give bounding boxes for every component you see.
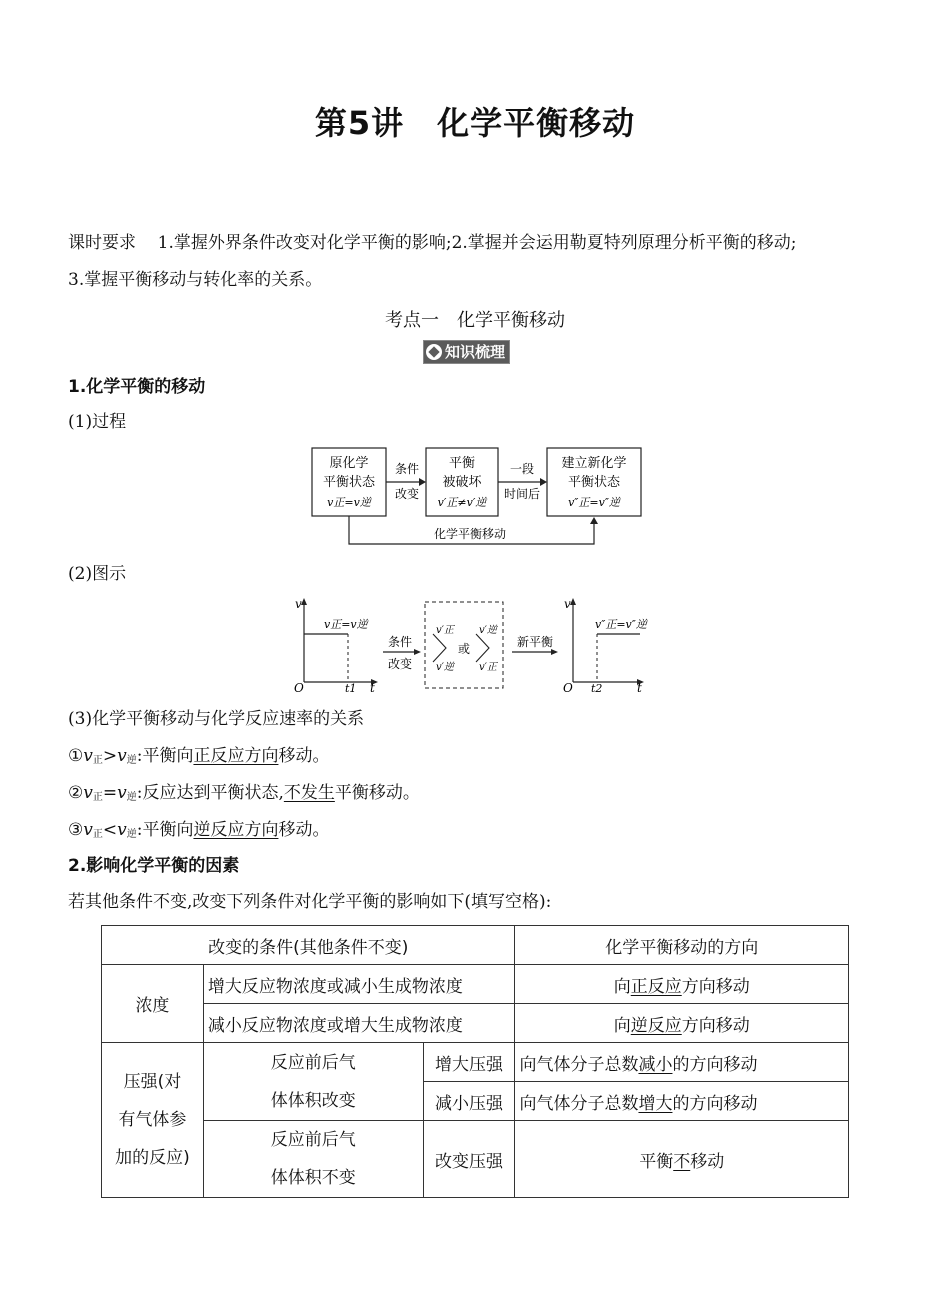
diamond-icon (426, 344, 442, 360)
requirements-line1 (68, 232, 797, 254)
ans-post: 的方向移动 (672, 1093, 758, 1114)
table-intro: 若其他条件不变,改变下列条件对化学平衡的影响如下(填写空格): (68, 892, 552, 912)
volume-same-line2: 体体积不变 (270, 1168, 356, 1188)
relation-3-pre: :平衡向 (136, 820, 194, 840)
sub-heading-process: (1)过程 (68, 412, 127, 432)
header-condition: 改变的条件(其他条件不变) (102, 926, 515, 965)
cell-conc-r2: 减小反应物浓度或增大生成物浓度 (203, 1004, 515, 1043)
cell-increase-pressure: 增大压强 (423, 1043, 515, 1082)
mid-a-top: v′正 (436, 625, 454, 636)
relation-1-pre: :平衡向 (136, 746, 194, 766)
mid-a-bottom: v′逆 (436, 662, 454, 673)
header-direction: 化学平衡移动的方向 (515, 926, 849, 965)
requirements-label: 课时要求 (68, 233, 136, 253)
flow-box2-line1: 平衡 (448, 456, 476, 471)
ans-pre: 平衡 (639, 1151, 674, 1172)
flow-box2-line2: 被破坏 (442, 475, 482, 490)
flow-arrow1-line1: 条件 (394, 462, 420, 476)
flow-box2-line3: v′正≠v′逆 (437, 496, 487, 509)
relation-1-post: 移动。 (278, 746, 330, 766)
relation-3-num: ③ (68, 820, 84, 840)
sub-zheng: 正 (92, 829, 103, 840)
left-axis-v: v (295, 597, 302, 611)
relation-1-answer: 正反应方向 (193, 746, 279, 766)
left-equal-label: v正=v逆 (324, 618, 368, 631)
ans-blank: 正反应 (630, 976, 682, 997)
process-flow-diagram (305, 440, 650, 550)
volume-change-line1: 反应前后气 (270, 1052, 356, 1073)
flow-bottom-arrow-head (590, 517, 598, 524)
flow-arrow2-line1: 一段 (509, 462, 535, 476)
relation-2-pre: :反应达到平衡状态, (136, 783, 284, 803)
graph-arrow2-label: 新平衡 (516, 635, 554, 649)
table-row (102, 926, 849, 965)
table-row (102, 1004, 849, 1043)
ans-post: 方向移动 (681, 976, 750, 997)
relation-3-cmp: < (102, 820, 118, 840)
cell-decrease-pressure: 减小压强 (423, 1082, 515, 1121)
relation-2-post: 平衡移动。 (334, 783, 420, 803)
sub-ni: 逆 (126, 792, 137, 803)
v-symbol: v (117, 783, 127, 803)
badge-label: 知识梳理 (445, 343, 506, 361)
left-origin: O (294, 681, 304, 694)
cell-volume-change (203, 1043, 423, 1121)
heading-2: 2.影响化学平衡的因素 (68, 856, 240, 876)
right-equal-label: v″正=v″逆 (595, 618, 647, 631)
cell-concentration: 浓度 (102, 965, 204, 1043)
pressure-line2: 有气体参 (118, 1110, 187, 1130)
requirements-text1: 1.掌握外界条件改变对化学平衡的影响;2.掌握并会运用勒夏特列原理分析平衡的移动; (157, 233, 797, 253)
mid-or: 或 (458, 642, 471, 656)
requirements-line2: 3.掌握平衡移动与转化率的关系。 (68, 270, 323, 290)
ans-blank: 不 (673, 1151, 691, 1172)
sub-ni: 逆 (126, 829, 137, 840)
cell-volume-same (203, 1121, 423, 1198)
ans-pre: 向 (613, 976, 631, 997)
flow-box3-line2: 平衡状态 (567, 475, 621, 490)
relation-3-post: 移动。 (278, 820, 330, 840)
volume-change-line2: 体体积改变 (270, 1090, 356, 1111)
volume-same-line1: 反应前后气 (270, 1130, 356, 1150)
table-row (102, 965, 849, 1004)
cell-change-pressure-answer (515, 1121, 849, 1198)
ans-pre: 向气体分子总数 (519, 1054, 639, 1075)
cell-change-pressure: 改变压强 (423, 1121, 515, 1198)
ans-pre: 向气体分子总数 (519, 1093, 639, 1114)
flow-arrow1-line2: 改变 (394, 487, 420, 501)
ans-post: 方向移动 (681, 1015, 750, 1036)
cell-conc-r1-answer (515, 965, 849, 1004)
relation-2-num: ② (68, 783, 84, 803)
cell-decrease-pressure-answer (515, 1082, 849, 1121)
ans-post: 的方向移动 (672, 1054, 758, 1075)
graph-arrow1-line2: 改变 (387, 657, 413, 671)
flow-arrow1-head (419, 478, 426, 486)
flow-box1-line2: 平衡状态 (322, 475, 376, 490)
left-axis-t: t (370, 681, 375, 694)
relation-2-cmp: = (102, 783, 118, 803)
sub-zheng: 正 (92, 755, 103, 766)
right-origin: O (563, 681, 573, 694)
relation-1-cmp: > (102, 746, 118, 766)
relation-3-answer: 逆反应方向 (193, 820, 279, 840)
knowledge-badge (423, 340, 510, 364)
v-symbol: v (83, 820, 93, 840)
sub-ni: 逆 (126, 755, 137, 766)
page-title: 第5讲 化学平衡移动 (314, 104, 636, 142)
right-t2: t2 (591, 682, 603, 694)
ans-post: 移动 (690, 1151, 725, 1172)
sub-heading-relation: (3)化学平衡移动与化学反应速率的关系 (68, 709, 365, 729)
flow-bottom-label: 化学平衡移动 (433, 527, 507, 541)
ans-blank: 增大 (638, 1093, 673, 1114)
graph-arrow1-line1: 条件 (387, 635, 413, 649)
mid-b-bottom: v′正 (479, 662, 497, 673)
ans-blank: 减小 (638, 1054, 673, 1075)
table-row (102, 1043, 849, 1082)
v-symbol: v (83, 783, 93, 803)
relation-1 (68, 745, 329, 772)
section-title: 考点一 化学平衡移动 (385, 310, 565, 331)
relation-1-num: ① (68, 746, 84, 766)
ans-blank: 逆反应 (630, 1015, 682, 1036)
sub-zheng: 正 (92, 792, 103, 803)
v-symbol: v (83, 746, 93, 766)
heading-1: 1.化学平衡的移动 (68, 377, 206, 397)
right-axis-v: v (564, 597, 571, 611)
mid-b-top: v′逆 (479, 625, 497, 636)
relation-2 (68, 782, 420, 809)
flow-arrow2-line2: 时间后 (503, 487, 541, 501)
v-symbol: v (117, 746, 127, 766)
table-row (102, 1121, 849, 1198)
flow-box3-line3: v″正=v″逆 (568, 496, 620, 509)
pressure-line1: 压强(对 (123, 1072, 182, 1092)
factors-table (101, 925, 849, 1198)
left-t1: t1 (345, 682, 357, 694)
rate-graph-diagram (290, 592, 655, 694)
flow-arrow2-head (540, 478, 547, 486)
v-symbol: v (117, 820, 127, 840)
flow-box3-line1: 建立新化学 (561, 456, 627, 471)
cell-pressure (102, 1043, 204, 1198)
flow-box1-line3: v正=v逆 (327, 496, 371, 509)
relation-3 (68, 819, 329, 846)
pressure-line3: 加的反应) (115, 1148, 190, 1168)
right-axis-t: t (637, 681, 642, 694)
relation-2-answer: 不发生 (283, 783, 335, 803)
cell-conc-r1: 增大反应物浓度或减小生成物浓度 (203, 965, 515, 1004)
ans-pre: 向 (613, 1015, 631, 1036)
sub-heading-graph: (2)图示 (68, 564, 127, 584)
cell-increase-pressure-answer (515, 1043, 849, 1082)
flow-box1-line1: 原化学 (329, 456, 369, 471)
cell-conc-r2-answer (515, 1004, 849, 1043)
